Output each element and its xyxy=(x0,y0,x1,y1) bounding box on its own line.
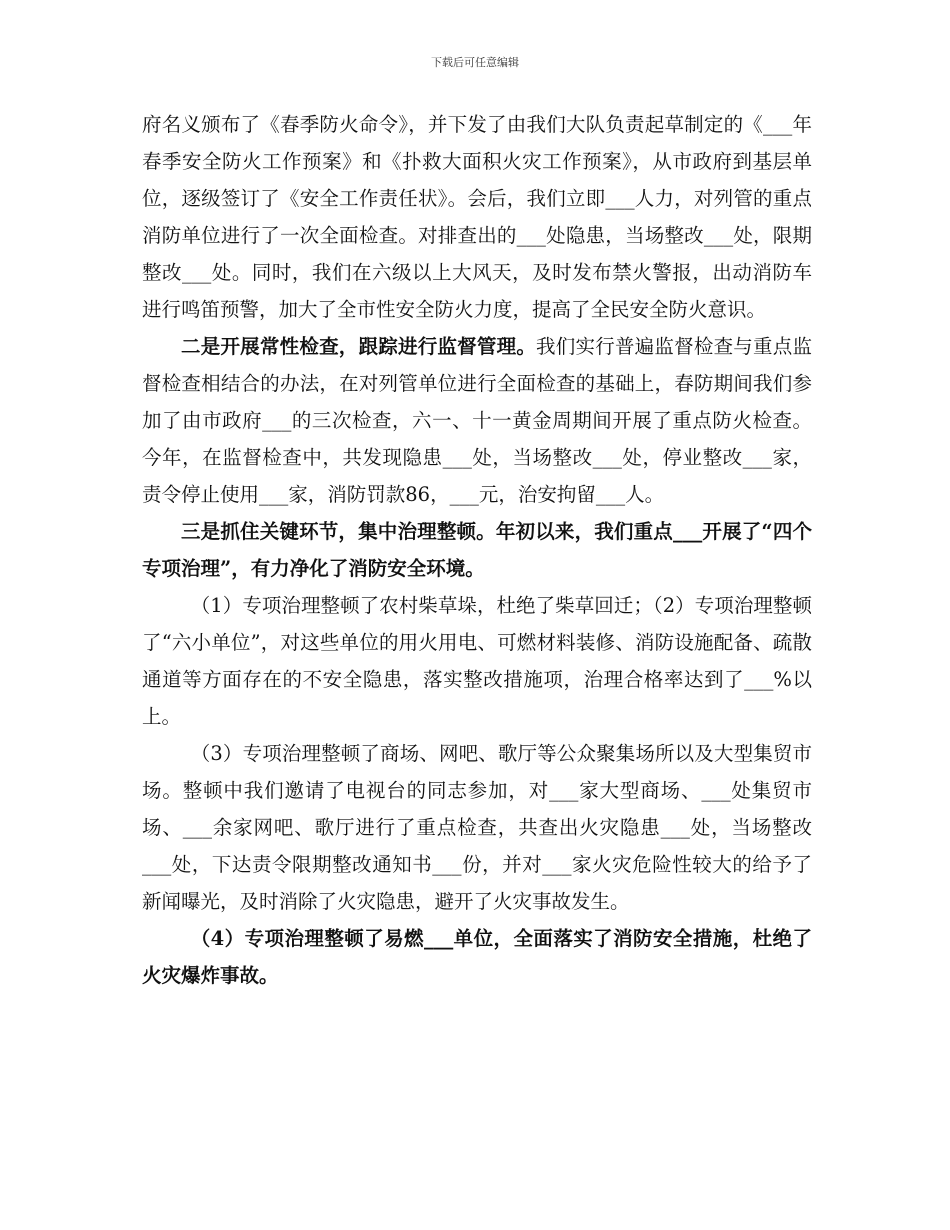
paragraph-5: （3）专项治理整顿了商场、网吧、歌厅等公众聚集场所以及大型集贸市场。整顿中我们邀请了电视台的同志参加，对___家大型商场、___处集贸市场、___余家网吧、歌厅进行了重点检查，共查出火灾隐患___处，当场整改___处，下达责令限期整改通知书___份，并对___家火灾危险性较大的给予了新闻曝光，及时消除了火灾隐患，避开了火灾事故发生。 xyxy=(142,742,812,913)
paragraph-1: 府名义颁布了《春季防火命令》，并下发了由我们大队负责起草制定的《___年春季安全防火工作预案》和《扑救大面积火灾工作预案》，从市政府到基层单位，逐级签订了《安全工作责任状》。会后，我们立即___人力，对列管的重点消防单位进行了一次全面检查。对排查出的___处隐患，当场整改___处，限期整改___处。同时，我们在六级以上大风天，及时发布禁火警报，出动消防车进行鸣笛预警，加大了全市性安全防火力度，提高了全民安全防火意识。 xyxy=(142,113,812,321)
paragraph-2-lead: 二是开展常性检查，跟踪进行监督管理。 xyxy=(181,335,537,358)
body-text xyxy=(142,106,812,994)
page-header: 下载后可任意编辑 xyxy=(431,56,519,69)
paragraph-6: （4）专项治理整顿了易燃___单位，全面落实了消防安全措施，杜绝了火灾爆炸事故。 xyxy=(142,927,812,987)
paragraph-2 xyxy=(142,328,812,513)
paragraph-4: （1）专项治理整顿了农村柴草垛，杜绝了柴草回迁；（2）专项治理整顿了“六小单位”，对这些单位的用火用电、可燃材料装修、消防设施配备、疏散通道等方面存在的不安全隐患，落实整改措施项，治理合格率达到了___%以上。 xyxy=(142,594,812,728)
paragraph-2-text: 我们实行普遍监督检查与重点监督检查相结合的办法，在对列管单位进行全面检查的基础上，春防期间我们参加了由市政府___的三次检查，六一、十一黄金周期间开展了重点防火检查。今年，在监督检查中，共发现隐患___处，当场整改___处，停业整改___家，责令停止使用___家，消防罚款86，___元，治安拘留___人。 xyxy=(142,335,812,506)
paragraph-3: 三是抓住关键环节，集中治理整顿。年初以来，我们重点___开展了“四个专项治理”，有力净化了消防安全环境。 xyxy=(142,520,812,580)
